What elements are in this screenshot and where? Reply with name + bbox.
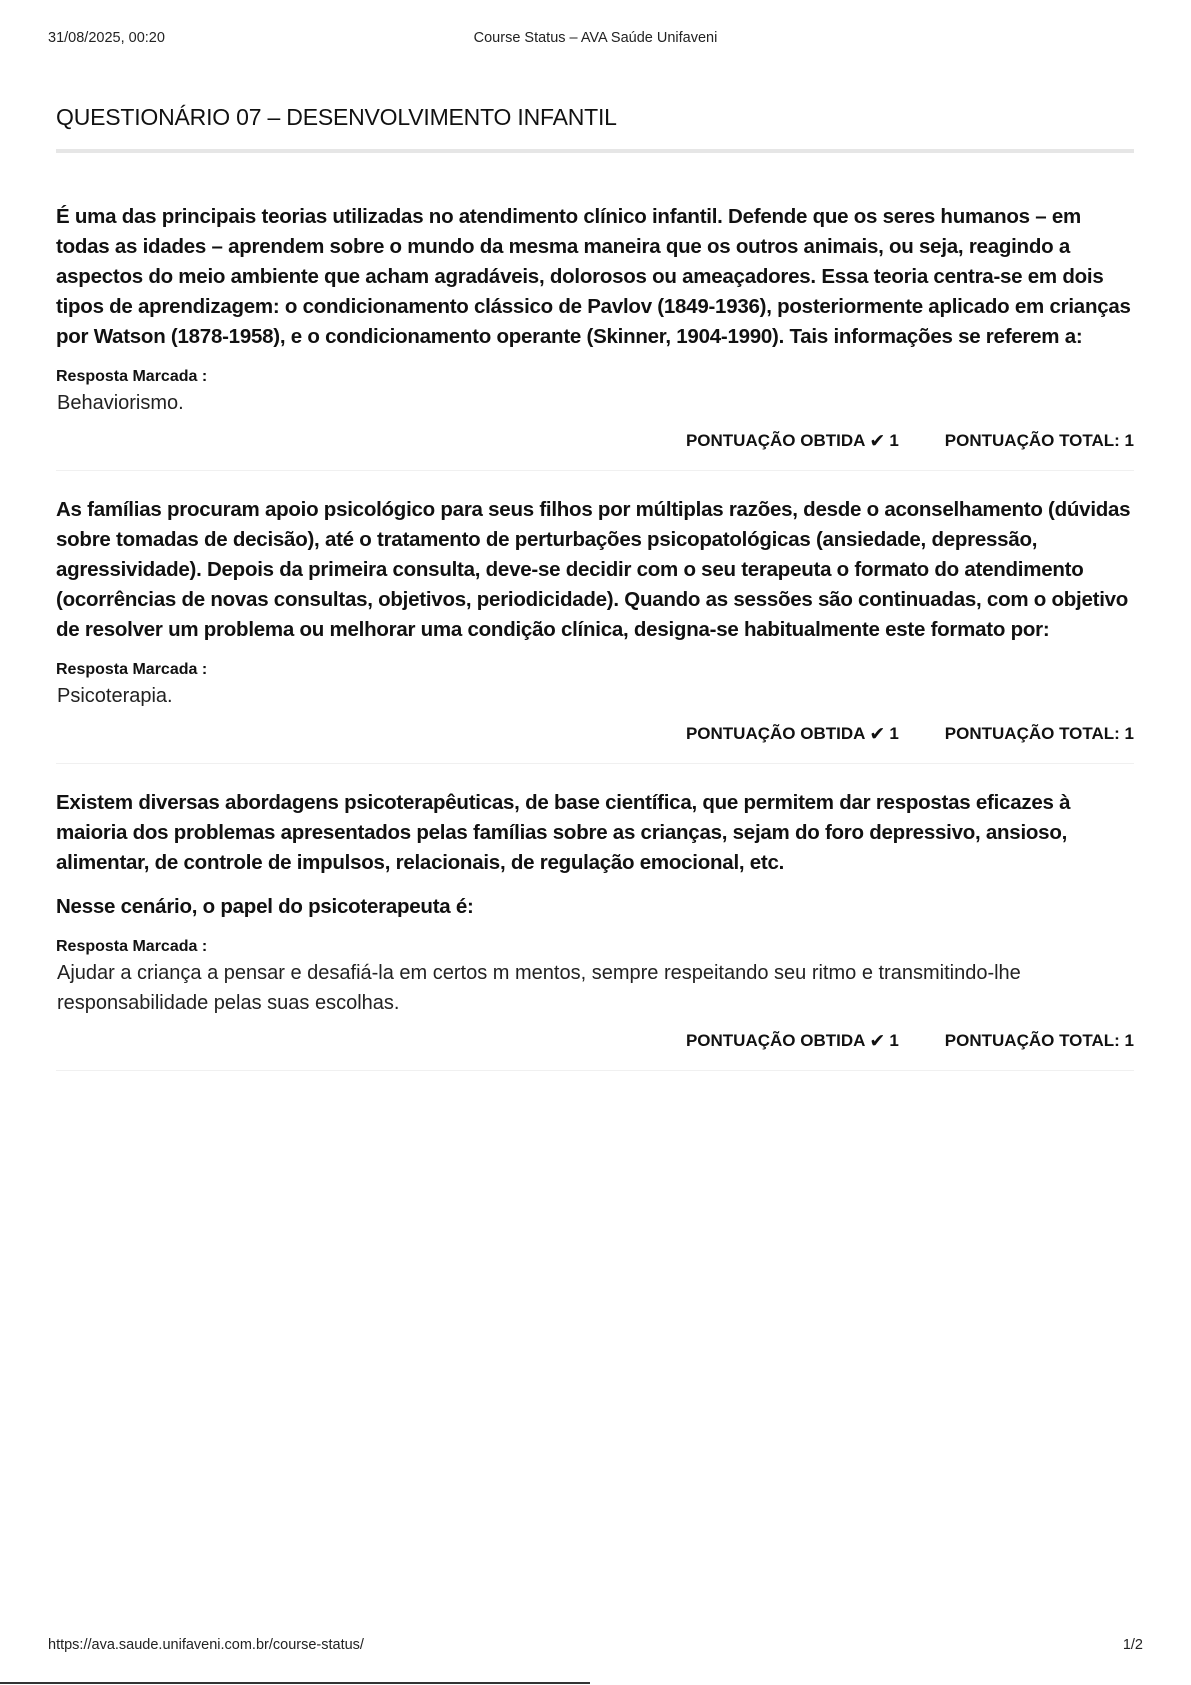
marked-answer: Psicoterapia. [57, 685, 173, 707]
score-obtained [686, 1031, 899, 1051]
course-status-content [56, 98, 1134, 1071]
score-total: PONTUAÇÃO TOTAL: 1 [944, 431, 1134, 450]
score-obtained-value: 1 [889, 724, 899, 743]
marked-answer: Behaviorismo. [57, 392, 184, 414]
score-obtained-label: PONTUAÇÃO OBTIDA [685, 431, 866, 450]
question-item [56, 202, 1134, 471]
check-icon: ✔ [869, 1030, 886, 1052]
print-page-title: Course Status – AVA Saúde Unifaveni [473, 30, 718, 46]
print-header [48, 30, 1143, 50]
score-obtained [686, 724, 899, 744]
page-number: 1/2 [1122, 1637, 1143, 1653]
score-total: PONTUAÇÃO TOTAL: 1 [944, 1031, 1134, 1050]
question-text [56, 495, 1134, 645]
score-row [56, 1018, 1134, 1070]
print-date: 31/08/2025, 00:20 [48, 30, 165, 46]
question-prompt: Nesse cenário, o papel do psicoterapeuta é: [56, 895, 474, 918]
check-icon: ✔ [869, 723, 886, 745]
score-obtained-value: 1 [889, 1031, 899, 1050]
score-total: PONTUAÇÃO TOTAL: 1 [944, 724, 1134, 743]
quiz-title: QUESTIONÁRIO 07 – DESENVOLVIMENTO INFANTIL [56, 98, 1134, 153]
marked-answer: Ajudar a criança a pensar e desafiá-la em certos m mentos, sempre respeitando seu ritmo e transmitindo-lhe responsabilidade pelas suas escolhas. [57, 962, 1021, 1014]
score-obtained [686, 431, 899, 451]
print-footer [48, 1637, 1143, 1657]
question-paragraph: Existem diversas abordagens psicoterapêuticas, de base científica, que permitem dar respostas eficazes à maioria dos problemas apresentados pelas famílias sobre as crianças, sejam do foro depressivo, ansioso, alimentar, de controle de impulsos, relacionais, de regulação emocional, etc. [56, 791, 1071, 874]
question-paragraph: As famílias procuram apoio psicológico para seus filhos por múltiplas razões, desde o aconselhamento (dúvidas sobre tomadas de decisão), até o tratamento de perturbações psicopatológicas (ansiedade, depressão, agressividade). Depois da primeira consulta, deve-se decidir com o seu terapeuta o formato do atendimento (ocorrências de novas consultas, objetivos, periodicidade). Quando as sessões são continuadas, com o objetivo de resolver um problema ou melhorar uma condição clínica, designa-se habitualmente este formato por: [56, 498, 1131, 641]
page-edge-divider [0, 1682, 590, 1684]
question-paragraph: É uma das principais teorias utilizadas no atendimento clínico infantil. Defende que os seres humanos – em todas as idades – aprendem sobre o mundo da mesma maneira que os outros animais, ou seja, reagindo a aspectos do meio ambiente que acham agradáveis, dolorosos ou ameaçadores. Essa teoria centra-se em dois tipos de aprendizagem: o condicionamento clássico de Pavlov (1849-1936), posteriormente aplicado em crianças por Watson (1878-1958), e o condicionamento operante (Skinner, 1904-1990). Tais informações se referem a: [56, 205, 1131, 348]
score-row [56, 418, 1134, 470]
question-item [56, 788, 1134, 1071]
score-obtained-value: 1 [889, 431, 899, 450]
page-url: https://ava.saude.unifaveni.com.br/course-status/ [48, 1637, 364, 1653]
score-obtained-label: PONTUAÇÃO OBTIDA [685, 1031, 866, 1050]
question-text [56, 202, 1134, 352]
answer-label: Resposta Marcada : [56, 938, 208, 955]
check-icon: ✔ [869, 430, 886, 452]
question-item [56, 495, 1134, 764]
answer-label: Resposta Marcada : [56, 368, 208, 385]
question-text [56, 788, 1134, 922]
score-obtained-label: PONTUAÇÃO OBTIDA [685, 724, 866, 743]
score-row [56, 711, 1134, 763]
answer-label: Resposta Marcada : [56, 661, 208, 678]
